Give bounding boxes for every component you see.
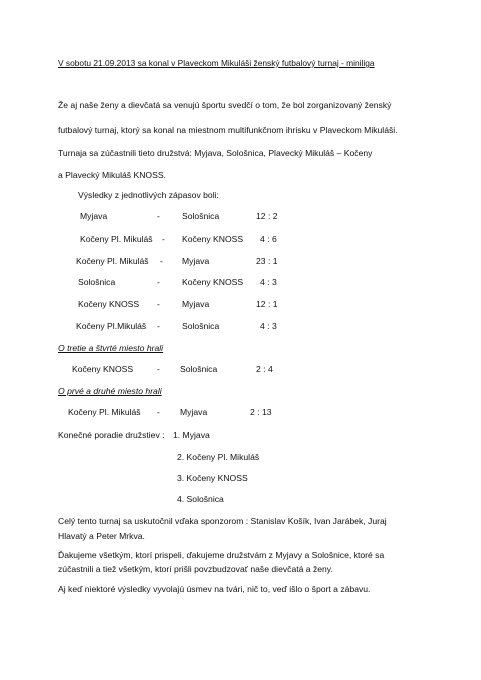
standings-item: 3. Kočeny KNOSS — [177, 473, 248, 483]
dash: - — [157, 321, 160, 331]
standings-item: 4. Sološnica — [177, 494, 224, 504]
document-title: V sobotu 21.09.2013 sa konal v Plaveckom Mikuláši ženský futbalový turnaj - miniliga — [58, 58, 375, 68]
home-team: Kočeny KNOSS — [72, 364, 134, 374]
results-heading: Výsledky z jednotlivých zápasov boli: — [78, 190, 219, 200]
away-team: Myjava — [180, 407, 208, 417]
outro-line-3: Ďakujeme všetkým, ktorí prispeli, ďakujeme družstvám z Myjavy a Sološnice, ktoré sa — [58, 550, 385, 560]
outro-line-5: Aj keď niektoré výsledky vyvolajú úsmev na tvári, nič to, veď išlo o šport a zábavu. — [58, 584, 371, 594]
score: 4 : 6 — [260, 234, 277, 244]
home-team: Kočeny Pl. Mikuláš — [76, 256, 149, 266]
home-team: Kočeny Pl. Mikuláš — [80, 234, 153, 244]
standings-item: 1. Myjava — [173, 430, 210, 440]
away-team: Sološnica — [180, 364, 218, 374]
score: 2 : 4 — [256, 364, 273, 374]
intro-line-3: Turnaja sa zúčastnili tieto družstvá: Myjava, Sološnica, Plavecký Mikuláš – Kočeny — [58, 148, 373, 158]
dash: - — [157, 211, 160, 221]
away-team: Kočeny KNOSS — [182, 234, 244, 244]
dash: - — [157, 299, 160, 309]
score: 12 : 2 — [256, 211, 278, 221]
score: 2 : 13 — [250, 407, 272, 417]
home-team: Kočeny Pl.Mikuláš — [76, 321, 147, 331]
score: 4 : 3 — [260, 321, 277, 331]
away-team: Kočeny KNOSS — [182, 277, 244, 287]
outro-line-1: Celý tento turnaj sa uskutočnil vďaka sponzorom : Stanislav Košík, Ivan Jarábek, Juraj — [58, 516, 387, 526]
away-team: Sološnica — [182, 211, 220, 221]
away-team: Sološnica — [182, 321, 220, 331]
intro-line-4: a Plavecký Mikuláš KNOSS. — [58, 170, 166, 180]
home-team: Kočeny KNOSS — [78, 299, 140, 309]
dash: - — [157, 364, 160, 374]
intro-line-2: futbalový turnaj, ktorý sa konal na miestnom multifunkčnom ihrisku v Plaveckom Mikuláši. — [58, 125, 398, 135]
score: 12 : 1 — [256, 299, 278, 309]
away-team: Myjava — [182, 256, 210, 266]
standings-label: Konečné poradie družstiev : — [58, 430, 165, 440]
away-team: Myjava — [182, 299, 210, 309]
outro-line-4: zúčastnili a tiež všetkým, ktorí prišli povzbudzovať naše dievčatá a ženy. — [58, 564, 333, 574]
home-team: Myjava — [80, 211, 108, 221]
standings-item: 2. Kočeny Pl. Mikuláš — [177, 452, 260, 462]
intro-line-1: Že aj naše ženy a dievčatá sa venujú športu svedčí o tom, že bol zorganizovaný ženský — [58, 100, 392, 110]
score: 4 : 3 — [260, 277, 277, 287]
home-team: Kočeny Pl. Mikuláš — [68, 407, 141, 417]
final-heading: O prvé a druhé miesto hrali — [58, 386, 162, 396]
dash: - — [157, 407, 160, 417]
outro-line-2: Hlavatý a Peter Mrkva. — [58, 531, 145, 541]
third-place-heading: O tretie a štvrté miesto hrali — [58, 343, 164, 353]
home-team: Sološnica — [78, 277, 116, 287]
score: 23 : 1 — [256, 256, 278, 266]
dash: - — [157, 277, 160, 287]
dash: - — [162, 234, 165, 244]
dash: - — [160, 256, 163, 266]
